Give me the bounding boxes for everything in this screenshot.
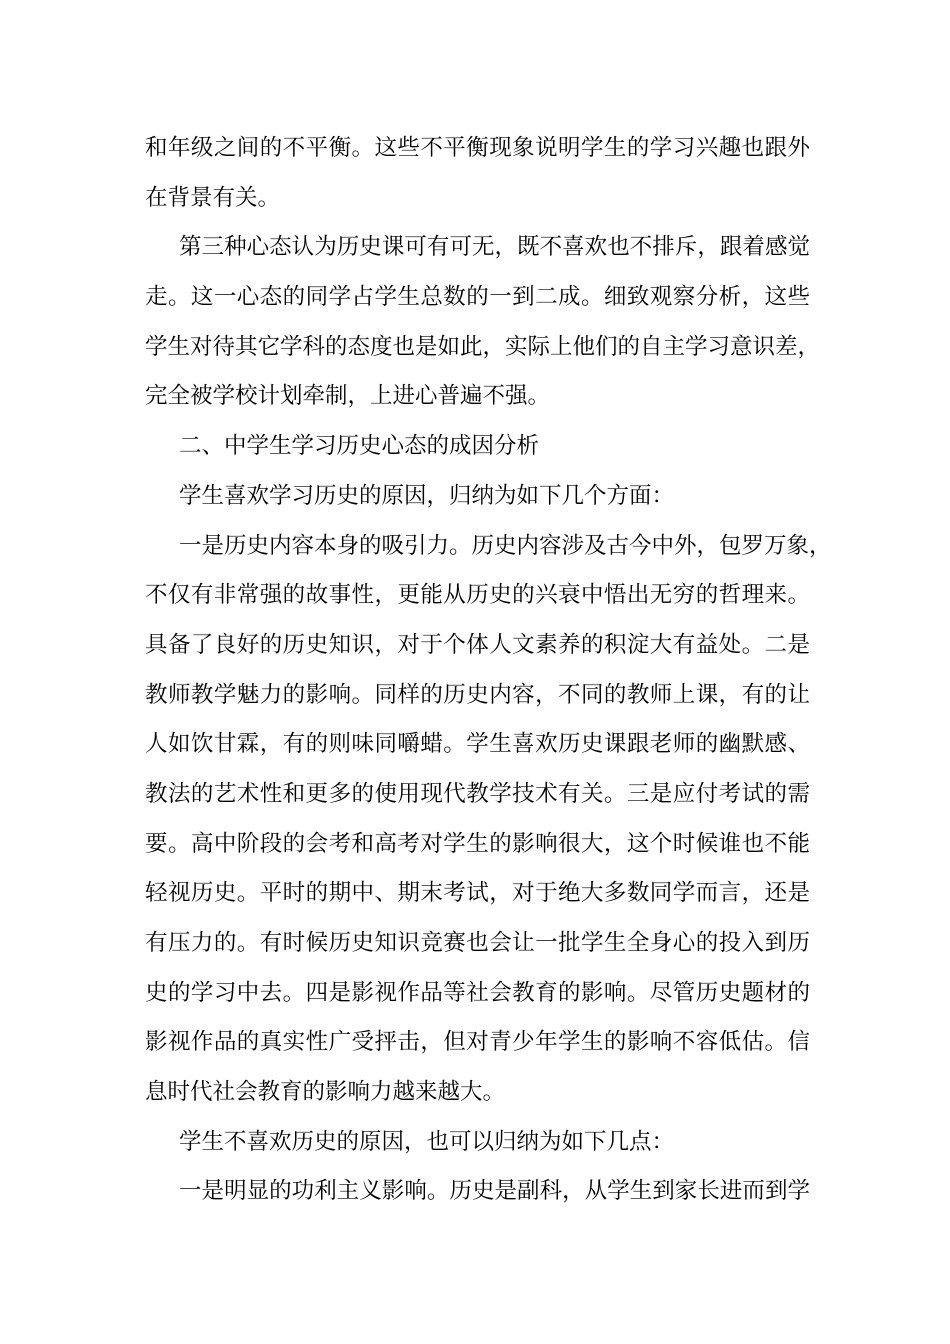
text-line-9: 一是历史内容本身的吸引力。历史内容涉及古今中外，包罗万象，: [179, 532, 832, 559]
text-line-12: 教师教学魅力的影响。同样的历史内容，不同的教师上课，有的让: [145, 681, 810, 708]
text-line-16: 轻视历史。平时的期中、期末考试，对于绝大多数同学而言，还是: [145, 880, 810, 907]
text-line-14: 教法的艺术性和更多的使用现代教学技术有关。三是应付考试的需: [145, 780, 810, 807]
text-line-21: 学生不喜欢历史的原因，也可以归纳为如下几点：: [179, 1128, 675, 1155]
text-line-6: 完全被学校计划牵制，上进心普遍不强。: [145, 383, 551, 410]
text-line-2: 在背景有关。: [145, 184, 281, 211]
text-line-18: 史的学习中去。四是影视作品等社会教育的影响。尽管历史题材的: [145, 979, 810, 1006]
text-line-11: 具备了良好的历史知识，对于个体人文素养的积淀大有益处。二是: [145, 631, 810, 658]
text-line-1: 和年级之间的不平衡。这些不平衡现象说明学生的学习兴趣也跟外: [145, 135, 810, 161]
text-line-17: 有压力的。有时候历史知识竞赛也会让一批学生全身心的投入到历: [145, 930, 810, 956]
section-heading: 二、中学生学习历史心态的成因分析: [179, 433, 540, 460]
text-line-15: 要。高中阶段的会考和高考对学生的影响很大，这个时候谁也不能: [145, 830, 810, 857]
text-line-4: 走。这一心态的同学占学生总数的一到二成。细致观察分析，这些: [145, 284, 810, 311]
text-line-19: 影视作品的真实性广受抨击，但对青少年学生的影响不容低估。信: [145, 1029, 810, 1056]
text-line-20: 息时代社会教育的影响力越来越大。: [145, 1079, 506, 1106]
text-line-22: 一是明显的功利主义影响。历史是副科，从学生到家长进而到学: [179, 1178, 810, 1205]
text-line-5: 学生对待其它学科的态度也是如此，实际上他们的自主学习意识差，: [145, 333, 821, 360]
text-line-10: 不仅有非常强的故事性，更能从历史的兴衰中悟出无穷的哲理来。: [145, 582, 810, 609]
body-text: [145, 124, 832, 1217]
text-line-3: 第三种心态认为历史课可有可无，既不喜欢也不排斥，跟着感觉: [179, 234, 810, 261]
text-line-13: 人如饮甘霖，有的则味同嚼蜡。学生喜欢历史课跟老师的幽默感、: [145, 731, 810, 758]
text-line-8: 学生喜欢学习历史的原因，归纳为如下几个方面：: [179, 482, 675, 509]
